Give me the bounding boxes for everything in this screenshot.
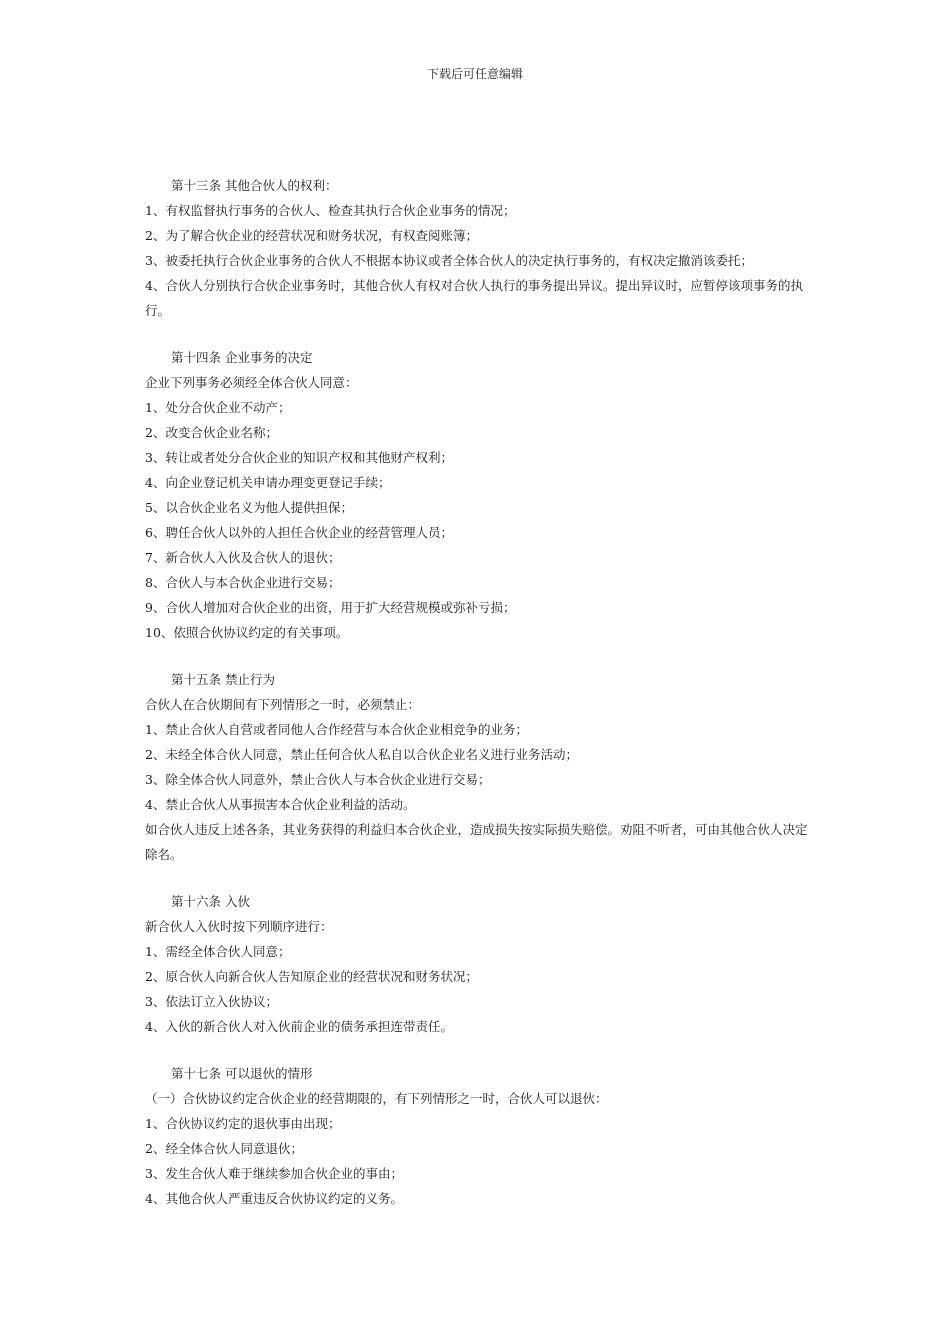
article-14-item-8: 8、合伙人与本合伙企业进行交易； [145, 575, 341, 590]
article-14-item-5: 5、以合伙企业名义为他人提供担保； [145, 500, 353, 515]
article-14-item-9: 9、合伙人增加对合伙企业的出资，用于扩大经营规模或弥补亏损； [145, 600, 516, 615]
article-14-item-10: 10、依照合伙协议约定的有关事项。 [145, 625, 349, 640]
article-16-item-3: 3、依法订立入伙协议； [145, 994, 278, 1009]
article-14-item-7: 7、新合伙人入伙及合伙人的退伙； [145, 550, 341, 565]
article-14-item-4: 4、向企业登记机关申请办理变更登记手续； [145, 475, 391, 490]
article-15-item-2: 2、未经全体合伙人同意，禁止任何合伙人私自以合伙企业名义进行业务活动； [145, 747, 578, 762]
document-body [145, 173, 810, 1211]
article-14-item-3: 3、转让或者处分合伙企业的知识产权和其他财产权利； [145, 450, 453, 465]
article-13-item-4: 4、合伙人分别执行合伙企业事务时，其他合伙人有权对合伙人执行的事务提出异议。提出异议时，应暂停该项事务的执行。 [145, 278, 803, 318]
page-header: 下载后可任意编辑 [426, 67, 523, 81]
article-14-heading: 第十四条 企业事务的决定 [171, 350, 313, 365]
article-15-heading: 第十五条 禁止行为 [171, 672, 275, 687]
article-16-intro: 新合伙人入伙时按下列顺序进行： [145, 919, 333, 934]
article-14-item-6: 6、聘任合伙人以外的人担任合伙企业的经营管理人员； [145, 525, 453, 540]
article-15-penalty: 如合伙人违反上述各条，其业务获得的利益归本合伙企业，造成损失按实际损失赔偿。劝阻不听者，可由其他合伙人决定除名。 [145, 822, 808, 862]
article-15-item-4: 4、禁止合伙人从事损害本合伙企业利益的活动。 [145, 797, 416, 812]
section-spacer [145, 1039, 810, 1061]
article-17-item-4: 4、其他合伙人严重违反合伙协议约定的义务。 [145, 1191, 403, 1206]
article-15-intro: 合伙人在合伙期间有下列情形之一时，必须禁止： [145, 697, 421, 712]
article-16-item-1: 1、需经全体合伙人同意； [145, 944, 291, 959]
article-13-item-2: 2、为了解合伙企业的经营状况和财务状况，有权查阅账簿； [145, 228, 478, 243]
article-17-item-3: 3、发生合伙人难于继续参加合伙企业的事由； [145, 1166, 403, 1181]
article-13-heading: 第十三条 其他合伙人的权利： [171, 178, 338, 193]
article-14-item-1: 1、处分合伙企业不动产； [145, 400, 291, 415]
article-17-heading: 第十七条 可以退伙的情形 [171, 1066, 313, 1081]
section-spacer [145, 323, 810, 345]
article-13-item-1: 1、有权监督执行事务的合伙人、检查其执行合伙企业事务的情况； [145, 203, 516, 218]
article-16-item-4: 4、入伙的新合伙人对入伙前企业的债务承担连带责任。 [145, 1019, 453, 1034]
article-17-item-1: 1、合伙协议约定的退伙事由出现； [145, 1116, 341, 1131]
article-14-intro: 企业下列事务必须经全体合伙人同意： [145, 375, 358, 390]
article-16-heading: 第十六条 入伙 [171, 894, 250, 909]
article-17-intro: （一）合伙协议约定合伙企业的经营期限的，有下列情形之一时，合伙人可以退伙： [145, 1091, 608, 1106]
article-13-item-3: 3、被委托执行合伙企业事务的合伙人不根据本协议或者全体合伙人的决定执行事务的，有权决定撤消该委托； [145, 253, 753, 268]
article-16-item-2: 2、原合伙人向新合伙人告知原企业的经营状况和财务状况； [145, 969, 478, 984]
section-spacer [145, 867, 810, 889]
article-14-item-2: 2、改变合伙企业名称； [145, 425, 278, 440]
article-15-item-1: 1、禁止合伙人自营或者同他人合作经营与本合伙企业相竞争的业务； [145, 722, 528, 737]
section-spacer [145, 645, 810, 667]
article-15-item-3: 3、除全体合伙人同意外，禁止合伙人与本合伙企业进行交易； [145, 772, 491, 787]
article-17-item-2: 2、经全体合伙人同意退伙； [145, 1141, 303, 1156]
